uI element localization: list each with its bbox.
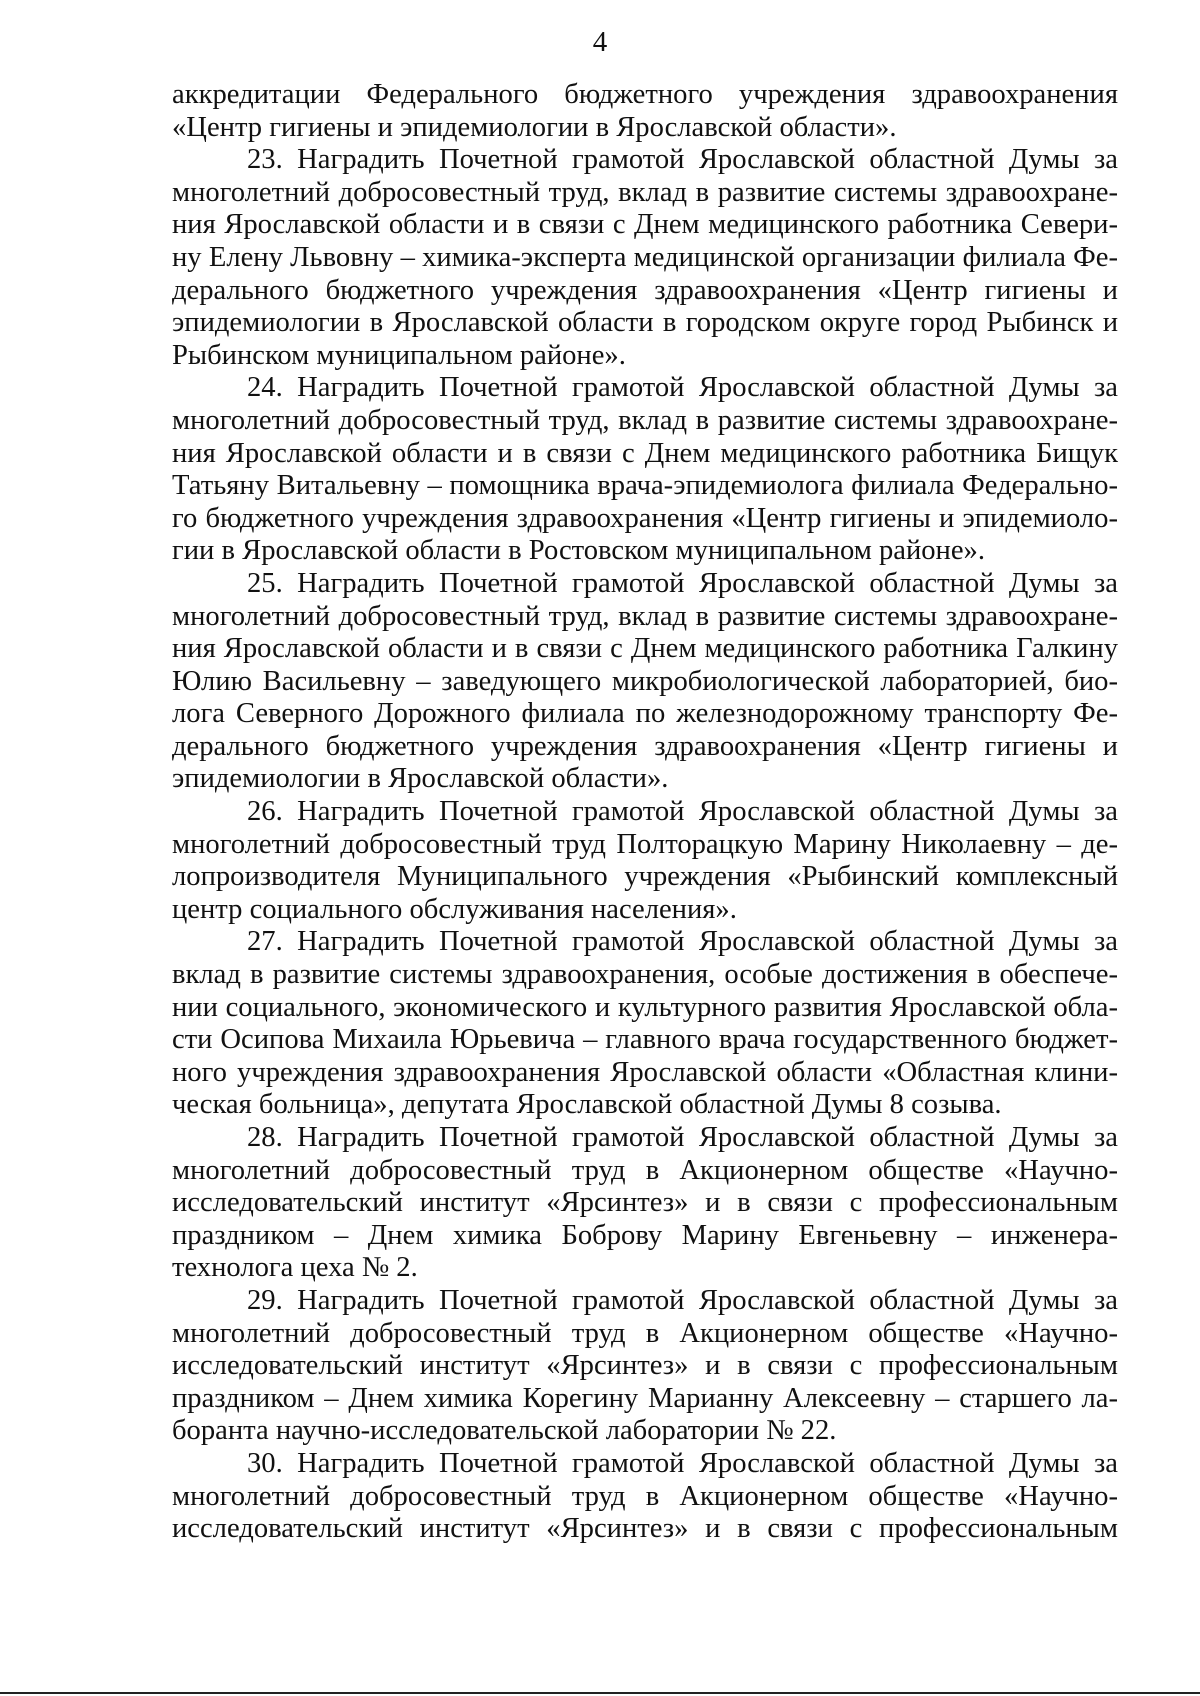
text-line: центр социального обслуживания населения». — [172, 893, 737, 925]
text-line: дерального бюджетного учреждения здравоохранения «Центр гигиены и — [172, 274, 1118, 306]
text-line: многолетний добросовестный труд, вклад в развитие системы здравоохране- — [172, 600, 1118, 632]
text-line: многолетний добросовестный труд в Акционерном обществе «Научно- — [172, 1154, 1118, 1186]
text-line: технолога цеха № 2. — [172, 1252, 418, 1284]
text-line: Юлию Васильевну – заведующего микробиологической лабораторией, био- — [172, 665, 1118, 697]
text-line: Татьяну Витальевну – помощника врача-эпидемиолога филиала Федерально- — [172, 470, 1118, 502]
paragraph-first-line: 23. Наградить Почетной грамотой Ярославской областной Думы за — [247, 144, 1118, 176]
paragraph-first-line: 26. Наградить Почетной грамотой Ярославской областной Думы за — [247, 796, 1118, 828]
text-line: ческая больница», депутата Ярославской областной Думы 8 созыва. — [172, 1089, 1002, 1121]
text-line: лопроизводителя Муниципального учреждения «Рыбинский комплексный — [172, 861, 1118, 893]
text-line: боранта научно-исследовательской лаборатории № 22. — [172, 1415, 837, 1447]
text-line: сти Осипова Михаила Юрьевича – главного врача государственного бюджет- — [172, 1024, 1118, 1056]
text-line: ния Ярославской области и в связи с Днем медицинского работника Галкину — [172, 633, 1118, 665]
text-line: нии социального, экономического и культурного развития Ярославской обла- — [172, 991, 1118, 1023]
text-line: многолетний добросовестный труд Полторацкую Марину Николаевну – де- — [172, 828, 1118, 860]
paragraph-first-line: 24. Наградить Почетной грамотой Ярославской областной Думы за — [247, 372, 1118, 404]
paragraph-first-line: 27. Наградить Почетной грамотой Ярославской областной Думы за — [247, 926, 1118, 958]
text-line: аккредитации Федерального бюджетного учреждения здравоохранения — [172, 79, 1118, 110]
text-line: многолетний добросовестный труд в Акционерном обществе «Научно- — [172, 1317, 1118, 1349]
text-line: гии в Ярославской области в Ростовском муниципальном районе». — [172, 535, 985, 567]
document-body — [172, 79, 1118, 1546]
text-line: праздником – Днем химика Корегину Марианну Алексеевну – старшего ла- — [172, 1382, 1118, 1414]
text-line: го бюджетного учреждения здравоохранения «Центр гигиены и эпидемиоло- — [172, 502, 1118, 534]
paragraph-first-line: 25. Наградить Почетной грамотой Ярославской областной Думы за — [247, 567, 1118, 599]
text-line: эпидемиологии в Ярославской области». — [172, 763, 669, 795]
text-line: ну Елену Львовну – химика-эксперта медицинской организации филиала Фе- — [172, 241, 1118, 273]
text-line: ного учреждения здравоохранения Ярославской области «Областная клини- — [172, 1056, 1118, 1088]
text-line: «Центр гигиены и эпидемиологии в Ярославской области». — [172, 111, 897, 143]
text-line: ния Ярославской области и в связи с Днем медицинского работника Севери- — [172, 209, 1118, 241]
text-line: Рыбинском муниципальном районе». — [172, 339, 626, 371]
paragraph-first-line: 30. Наградить Почетной грамотой Ярославской областной Думы за — [247, 1447, 1118, 1479]
page-number: 4 — [592, 26, 608, 58]
text-line: эпидемиологии в Ярославской области в городском округе город Рыбинск и — [172, 307, 1118, 339]
text-line: многолетний добросовестный труд в Акционерном обществе «Научно- — [172, 1480, 1118, 1512]
text-line: исследовательский институт «Ярсинтез» и в связи с профессиональным — [172, 1513, 1118, 1545]
text-line: многолетний добросовестный труд, вклад в развитие системы здравоохране- — [172, 176, 1118, 208]
paragraph-first-line: 28. Наградить Почетной грамотой Ярославской областной Думы за — [247, 1122, 1118, 1153]
text-line: праздником – Днем химика Боброву Марину Евгеньевну – инженера- — [172, 1219, 1118, 1251]
text-line: исследовательский институт «Ярсинтез» и в связи с профессиональным — [172, 1187, 1118, 1219]
paragraph-first-line: 29. Наградить Почетной грамотой Ярославской областной Думы за — [247, 1284, 1118, 1316]
text-line: многолетний добросовестный труд, вклад в развитие системы здравоохране- — [172, 404, 1118, 436]
text-line: лога Северного Дорожного филиала по железнодорожному транспорту Фе- — [172, 698, 1118, 730]
text-line: вклад в развитие системы здравоохранения, особые достижения в обеспече- — [172, 959, 1118, 991]
text-line: дерального бюджетного учреждения здравоохранения «Центр гигиены и — [172, 730, 1118, 762]
page-bottom-edge — [0, 1692, 1200, 1694]
text-line: исследовательский институт «Ярсинтез» и в связи с профессиональным — [172, 1350, 1118, 1382]
text-line: ния Ярославской области и в связи с Днем медицинского работника Бищук — [172, 437, 1118, 469]
